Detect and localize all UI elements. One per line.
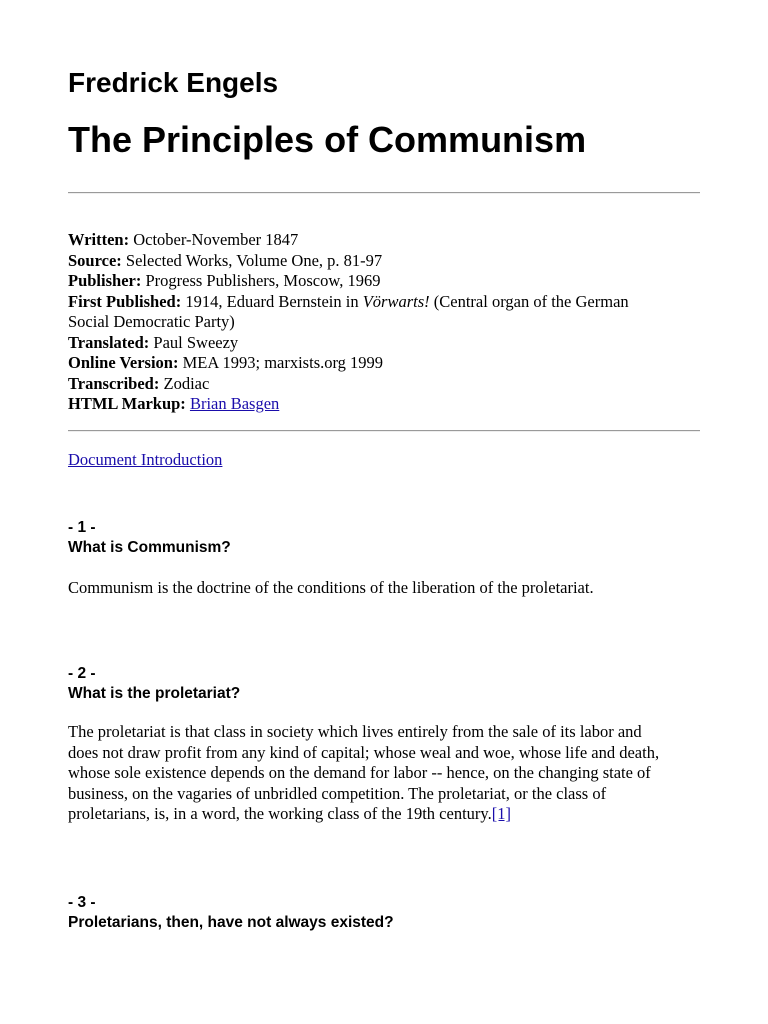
document-introduction-link[interactable]: Document Introduction [68,450,223,469]
answer-line-text: proletarians, is, in a word, the working class of the 19th century. [68,804,492,823]
meta-value-italic: Vörwarts! [362,291,430,311]
meta-value: 1914, Eduard Bernstein in [185,291,359,311]
meta-value: Progress Publishers, Moscow, 1969 [145,271,381,290]
meta-first-published-cont: Social Democratic Party) [68,312,235,331]
author-heading: Fredrick Engels [68,67,279,98]
meta-label: Online Version: [68,353,179,372]
section-3 [68,893,708,933]
answer-line-last [68,804,659,825]
meta-first-published [68,292,700,313]
meta-value: MEA 1993; marxists.org 1999 [182,353,384,372]
section-question: Proletarians, then, have not always existed? [68,914,394,931]
document-metadata [68,230,700,415]
section-number: - 1 - [68,519,96,536]
section-2 [68,664,708,823]
section-answer [68,722,659,825]
meta-label: First Published: [68,291,182,311]
meta-written [68,230,700,251]
meta-value: Selected Works, Volume One, p. 81-97 [125,250,383,270]
section-question: What is Communism? [68,539,231,556]
answer-line: Communism is the doctrine of the conditions of the liberation of the proletariat. [68,578,594,597]
meta-label: Publisher: [68,271,142,290]
meta-value: Paul Sweezy [153,332,239,352]
meta-value: Zodiac [163,373,210,393]
meta-label: Translated: [68,332,150,352]
meta-value: (Central organ of the German [433,291,629,311]
meta-translated [68,333,700,354]
answer-line: business, on the vagaries of unbridled competition. The proletariat, or the class of [68,783,607,803]
section-number: - 2 - [68,665,96,682]
section-number: - 3 - [68,894,96,911]
section-question: What is the proletariat? [68,685,241,702]
meta-label: Written: [68,230,130,249]
meta-publisher [68,271,700,292]
html-markup-author-link[interactable]: Brian Basgen [189,394,280,413]
meta-transcribed [68,374,700,395]
answer-line: does not draw profit from any kind of capital; whose weal and woe, whose life and death, [68,742,660,762]
answer-line: whose sole existence depends on the demand for labor -- hence, on the changing state of [68,763,651,782]
section-1 [68,518,708,597]
meta-value: October-November 1847 [133,230,299,249]
answer-line: The proletariat is that class in society which lives entirely from the sale of its labor and [68,722,642,741]
divider-top [68,192,700,194]
meta-source [68,251,700,272]
section-answer [68,578,594,599]
meta-label: HTML Markup: [68,394,186,413]
meta-online-version [68,353,700,374]
meta-label: Transcribed: [68,373,160,393]
meta-html-markup [68,394,700,415]
page-title: The Principles of Communism [68,119,587,160]
footnote-link[interactable]: [1] [491,804,511,823]
divider-bottom [68,430,700,432]
meta-label: Source: [68,250,122,270]
